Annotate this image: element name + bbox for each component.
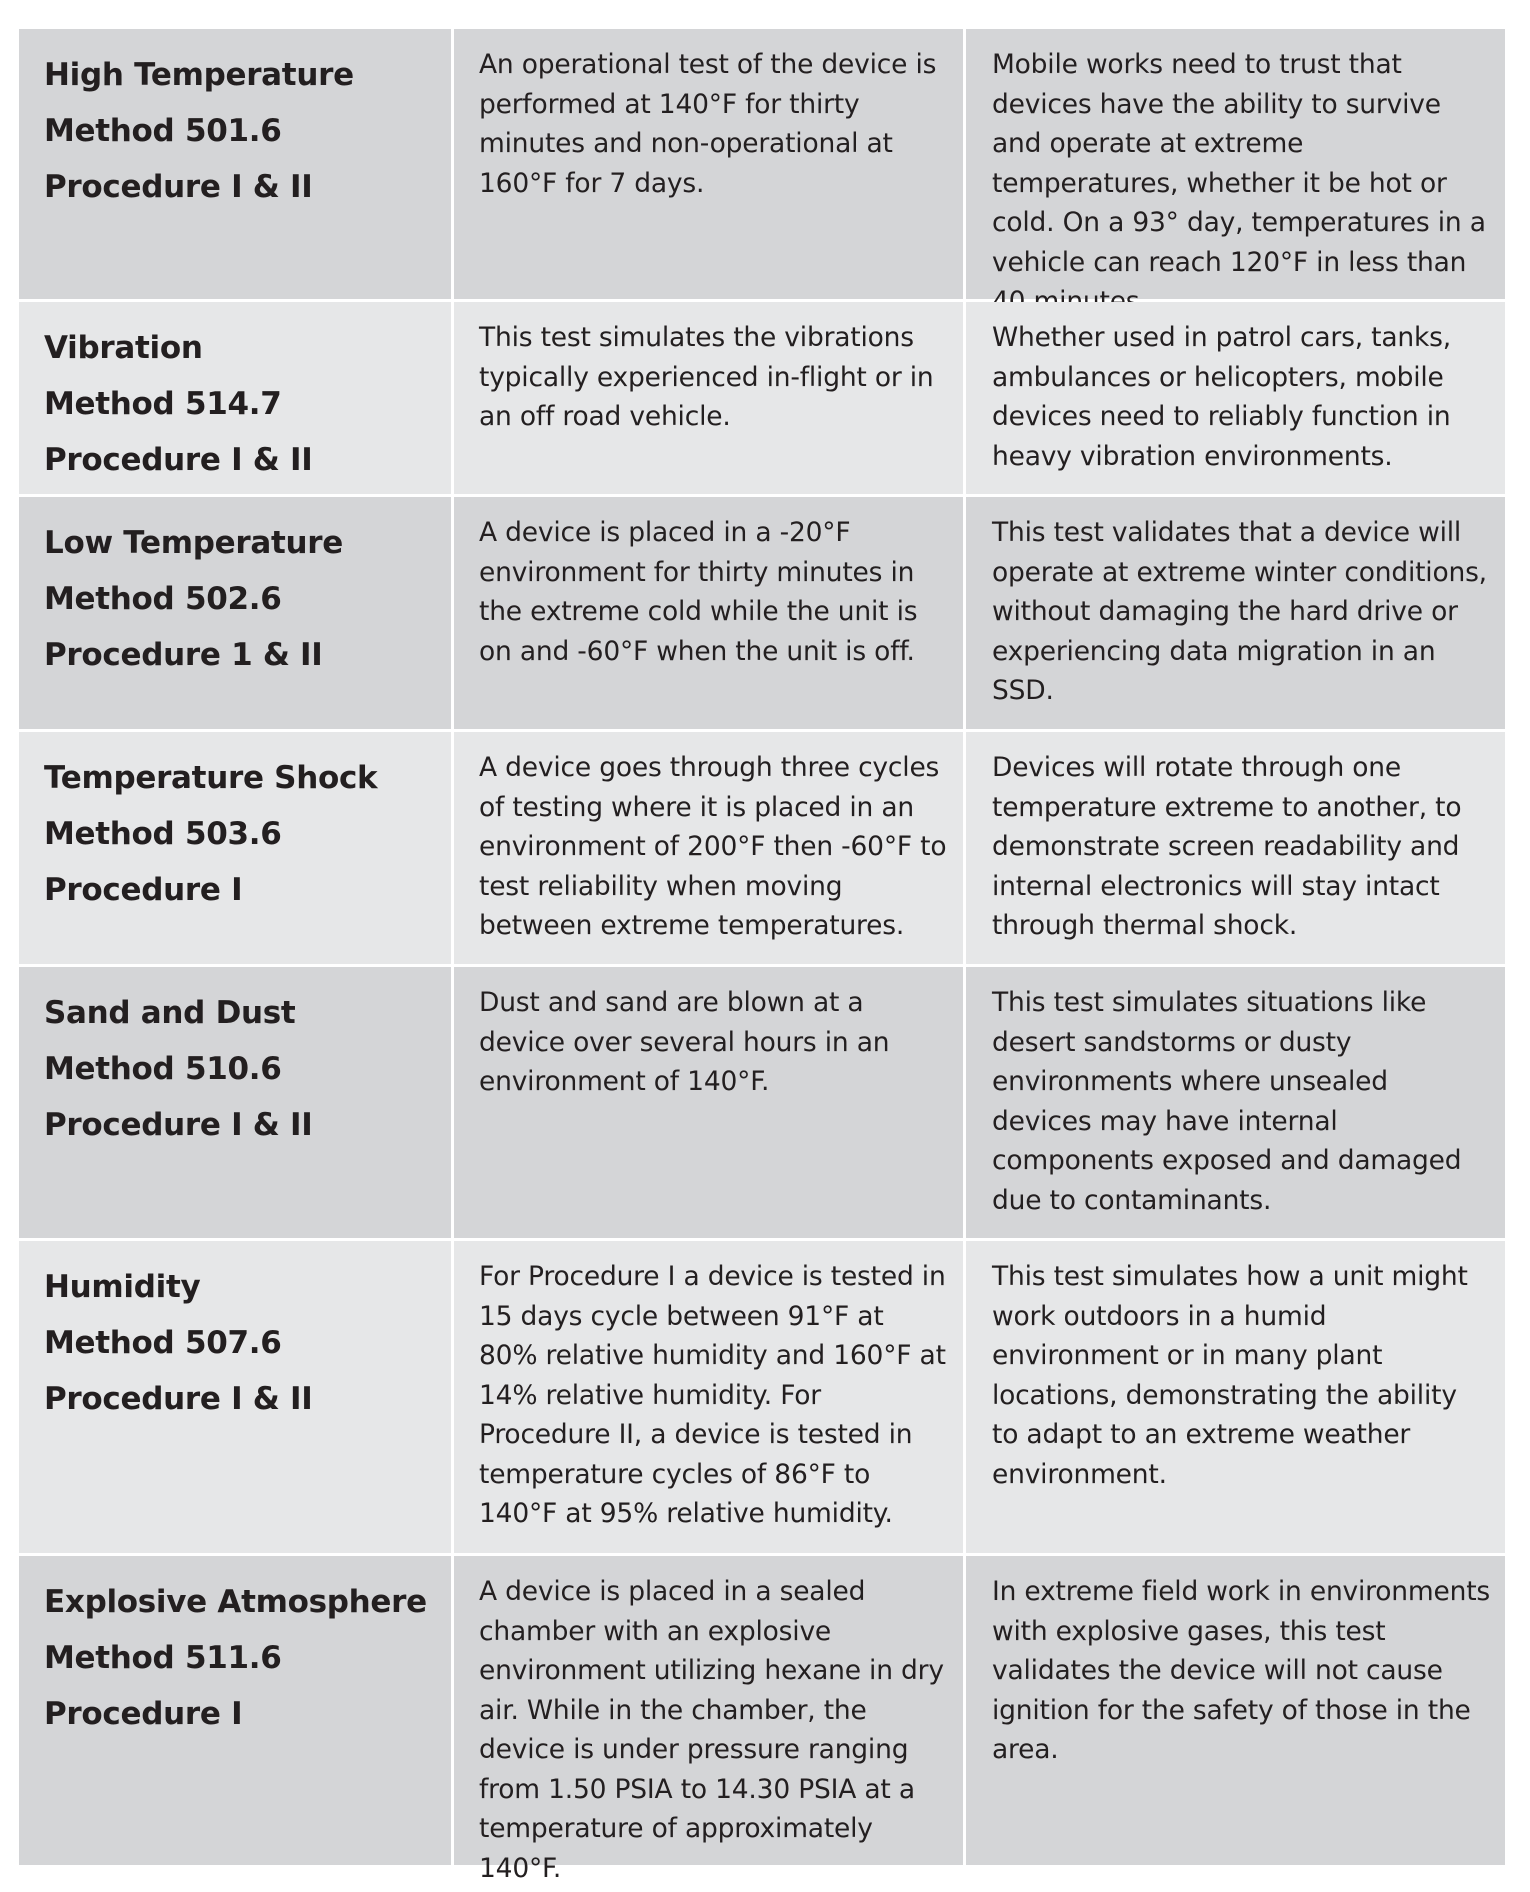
test-description: An operational test of the device is performed at 140°F for thirty minutes and non-operational at 160°F for 7 days. xyxy=(454,29,966,302)
test-procedure: Procedure I & II xyxy=(44,442,313,478)
test-rationale: Whether used in patrol cars, tanks, ambulances or helicopters, mobile devices need to reliably function in heavy vibration environments. xyxy=(966,302,1505,497)
test-description: This test simulates the vibrations typically experienced in-flight or in an off road vehicle. xyxy=(454,302,966,497)
test-method: Method 501.6 xyxy=(44,113,282,149)
test-name: Vibration xyxy=(44,330,203,366)
test-procedure: Procedure 1 & II xyxy=(44,637,323,673)
test-method: Method 507.6 xyxy=(44,1325,282,1361)
test-name-cell xyxy=(19,302,454,497)
test-name-cell xyxy=(19,497,454,732)
test-name: Sand and Dust xyxy=(44,995,296,1031)
test-method: Method 510.6 xyxy=(44,1051,282,1087)
test-description: A device goes through three cycles of testing where it is placed in an environment of 200°F then -60°F to test reliability when moving between extreme temperatures. xyxy=(454,732,966,967)
test-name-cell xyxy=(19,967,454,1241)
test-method: Method 514.7 xyxy=(44,386,282,422)
test-name-cell xyxy=(19,1556,454,1868)
test-description: A device is placed in a sealed chamber with an explosive environment utilizing hexane in dry air. While in the chamber, the device is under pressure ranging from 1.50 PSIA to 14.30 PSIA at a temperature of approximately 140°F. xyxy=(454,1556,966,1868)
test-rationale: Devices will rotate through one temperature extreme to another, to demonstrate screen readability and internal electronics will stay intact through thermal shock. xyxy=(966,732,1505,967)
test-description: A device is placed in a -20°F environment for thirty minutes in the extreme cold while the unit is on and -60°F when the unit is off. xyxy=(454,497,966,732)
test-description: For Procedure I a device is tested in 15 days cycle between 91°F at 80% relative humidity and 160°F at 14% relative humidity. For Procedure II, a device is tested in temperature cycles of 86°F to 140°F at 95% relative humidity. xyxy=(454,1241,966,1556)
test-method: Method 511.6 xyxy=(44,1640,282,1676)
test-name: Temperature Shock xyxy=(44,760,378,796)
test-name-cell xyxy=(19,1241,454,1556)
test-procedure: Procedure I & II xyxy=(44,169,313,205)
test-name: Humidity xyxy=(44,1269,201,1305)
test-name-cell xyxy=(19,732,454,967)
test-name: High Temperature xyxy=(44,57,354,93)
test-method: Method 502.6 xyxy=(44,581,282,617)
test-procedure: Procedure I & II xyxy=(44,1381,313,1417)
test-rationale: Mobile works need to trust that devices have the ability to survive and operate at extreme temperatures, whether it be hot or cold. On a 93° day, temperatures in a vehicle can reach 120°F in less than xyxy=(966,29,1505,302)
test-name-cell xyxy=(19,29,454,302)
test-name: Low Temperature xyxy=(44,525,343,561)
test-method: Method 503.6 xyxy=(44,816,282,852)
test-rationale: This test simulates situations like desert sandstorms or dusty environments where unsealed devices may have internal components exposed and damaged due to contaminants. xyxy=(966,967,1505,1241)
mil-std-test-table xyxy=(19,29,1505,1884)
test-procedure: Procedure I xyxy=(44,872,243,908)
test-rationale: This test validates that a device will operate at extreme winter conditions, without damaging the hard drive or experiencing data migration in an SSD. xyxy=(966,497,1505,732)
test-rationale: This test simulates how a unit might work outdoors in a humid environment or in many plant locations, demonstrating the ability to adapt to an extreme weather environment. xyxy=(966,1241,1505,1556)
test-procedure: Procedure I & II xyxy=(44,1107,313,1143)
test-name: Explosive Atmosphere xyxy=(44,1584,427,1620)
test-rationale: In extreme field work in environments with explosive gases, this test validates the device will not cause ignition for the safety of those in the area. xyxy=(966,1556,1505,1868)
test-procedure: Procedure I xyxy=(44,1696,243,1732)
test-description: Dust and sand are blown at a device over several hours in an environment of 140°F. xyxy=(454,967,966,1241)
